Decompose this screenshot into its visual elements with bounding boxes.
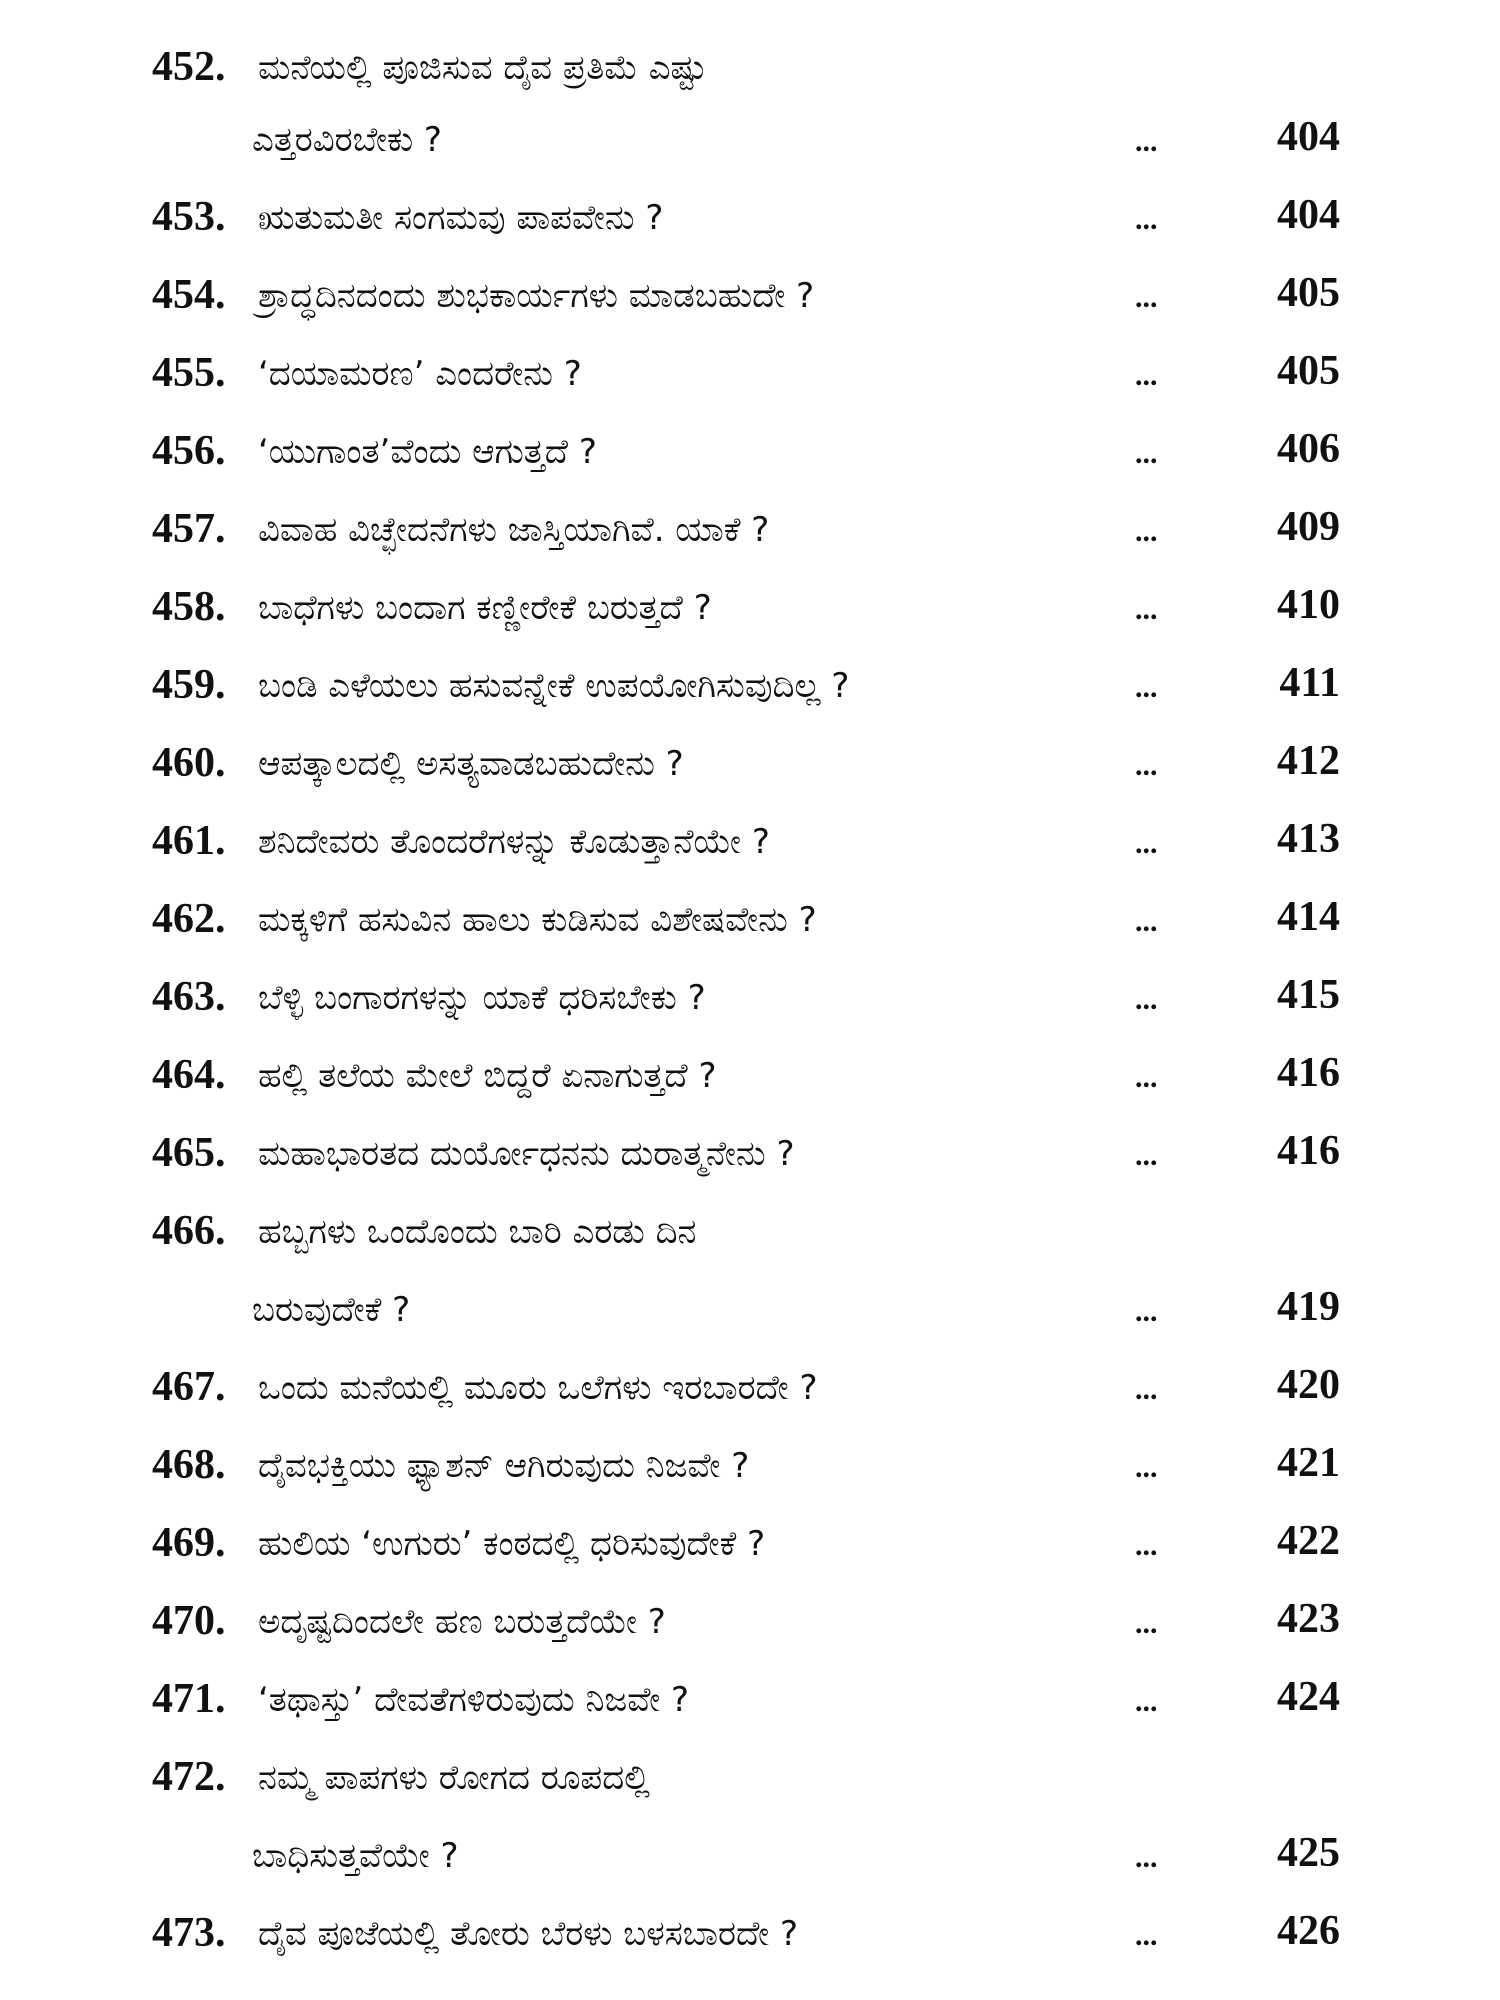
toc-entry — [0, 814, 1500, 870]
leader-dots: ... — [1135, 281, 1158, 314]
entry-number: 452. — [152, 44, 226, 90]
entry-title: ಆಪತ್ಕಾಲದಲ್ಲಿ ಅಸತ್ಯವಾಡಬಹುದೇನು ? — [258, 744, 684, 784]
entry-number: 462. — [152, 896, 226, 942]
entry-number: 453. — [152, 194, 226, 240]
entry-title: ಮಹಾಭಾರತದ ದುರ್ಯೋಧನನು ದುರಾತ್ಮನೇನು ? — [258, 1134, 795, 1174]
entry-number: 458. — [152, 584, 226, 630]
toc-entry — [0, 580, 1500, 636]
toc-entry — [0, 1204, 1500, 1260]
toc-entry — [0, 1594, 1500, 1650]
entry-title-continued: ಬಾಧಿಸುತ್ತವೆಯೇ ? — [252, 1836, 459, 1876]
entry-number: 471. — [152, 1676, 226, 1722]
toc-entry — [0, 1360, 1500, 1416]
page-number: 404 — [1277, 192, 1340, 238]
toc-entry — [0, 268, 1500, 324]
entry-title-continued: ಎತ್ತರವಿರಬೇಕು ? — [252, 120, 442, 160]
page-number: 409 — [1277, 504, 1340, 550]
entry-title: ಶ್ರಾದ್ಧದಿನದಂದು ಶುಭಕಾರ್ಯಗಳು ಮಾಡಬಹುದೇ ? — [258, 276, 815, 316]
page-number: 423 — [1277, 1596, 1340, 1642]
leader-dots: ... — [1135, 1139, 1158, 1172]
page-number: 420 — [1277, 1362, 1340, 1408]
entry-number: 472. — [152, 1754, 226, 1800]
entry-title: ಮನೆಯಲ್ಲಿ ಪೂಜಿಸುವ ದೈವ ಪ್ರತಿಮೆ ಎಷ್ಟು — [258, 48, 707, 88]
toc-entry — [0, 1516, 1500, 1572]
entry-title: ‘ದಯಾಮರಣ’ ಎಂದರೇನು ? — [258, 354, 582, 394]
entry-title: ಬೆಳ್ಳಿ ಬಂಗಾರಗಳನ್ನು ಯಾಕೆ ಧರಿಸಬೇಕು ? — [258, 978, 706, 1018]
leader-dots: ... — [1135, 1919, 1158, 1952]
page-number: 415 — [1277, 972, 1340, 1018]
toc-entry — [0, 1438, 1500, 1494]
page-number: 421 — [1277, 1440, 1340, 1486]
toc-entry — [0, 658, 1500, 714]
page-number: 411 — [1279, 660, 1340, 706]
page-number: 416 — [1277, 1128, 1340, 1174]
entry-number: 460. — [152, 740, 226, 786]
toc-entry — [0, 424, 1500, 480]
toc-entry-continuation — [0, 1828, 1500, 1884]
leader-dots: ... — [1135, 1061, 1158, 1094]
leader-dots: ... — [1135, 905, 1158, 938]
entry-number: 467. — [152, 1364, 226, 1410]
leader-dots: ... — [1135, 671, 1158, 704]
entry-number: 465. — [152, 1130, 226, 1176]
entry-title: ದೈವ ಪೂಜೆಯಲ್ಲಿ ತೋರು ಬೆರಳು ಬಳಸಬಾರದೇ ? — [258, 1914, 798, 1954]
toc-entry — [0, 1672, 1500, 1728]
entry-title-continued: ಬರುವುದೇಕೆ ? — [252, 1290, 411, 1330]
leader-dots: ... — [1135, 437, 1158, 470]
leader-dots: ... — [1135, 203, 1158, 236]
leader-dots: ... — [1135, 1451, 1158, 1484]
entry-title: ವಿವಾಹ ವಿಚ್ಛೇದನೆಗಳು ಜಾಸ್ತಿಯಾಗಿವೆ. ಯಾಕೆ ? — [258, 510, 770, 550]
entry-number: 454. — [152, 272, 226, 318]
leader-dots: ... — [1135, 593, 1158, 626]
entry-title: ಬಾಧೆಗಳು ಬಂದಾಗ ಕಣ್ಣೀರೇಕೆ ಬರುತ್ತದೆ ? — [258, 588, 712, 628]
leader-dots: ... — [1135, 1295, 1158, 1328]
leader-dots: ... — [1135, 749, 1158, 782]
page-number: 416 — [1277, 1050, 1340, 1096]
page-number: 406 — [1277, 426, 1340, 472]
entry-title: ನಮ್ಮ ಪಾಪಗಳು ರೋಗದ ರೂಪದಲ್ಲಿ — [258, 1758, 650, 1798]
entry-title: ದೈವಭಕ್ತಿಯು ಫ್ಯಾಶನ್ ಆಗಿರುವುದು ನಿಜವೇ ? — [258, 1446, 750, 1486]
page-number: 405 — [1277, 270, 1340, 316]
leader-dots: ... — [1135, 359, 1158, 392]
entry-number: 469. — [152, 1520, 226, 1566]
leader-dots: ... — [1135, 125, 1158, 158]
entry-number: 463. — [152, 974, 226, 1020]
entry-number: 468. — [152, 1442, 226, 1488]
toc-entry — [0, 346, 1500, 402]
toc-entry — [0, 736, 1500, 792]
entry-title: ‘ಯುಗಾಂತ’ವೆಂದು ಆಗುತ್ತದೆ ? — [258, 432, 597, 472]
leader-dots: ... — [1135, 1685, 1158, 1718]
page-number: 422 — [1277, 1518, 1340, 1564]
entry-number: 456. — [152, 428, 226, 474]
leader-dots: ... — [1135, 827, 1158, 860]
entry-number: 466. — [152, 1208, 226, 1254]
entry-title: ‘ತಥಾಸ್ತು’ ದೇವತೆಗಳಿರುವುದು ನಿಜವೇ ? — [258, 1680, 690, 1720]
entry-title: ಒಂದು ಮನೆಯಲ್ಲಿ ಮೂರು ಒಲೆಗಳು ಇರಬಾರದೇ ? — [258, 1368, 818, 1408]
leader-dots: ... — [1135, 515, 1158, 548]
toc-entry — [0, 40, 1500, 96]
page-number: 405 — [1277, 348, 1340, 394]
entry-title: ಋತುಮತೀ ಸಂಗಮವು ಪಾಪವೇನು ? — [258, 198, 664, 238]
toc-entry — [0, 502, 1500, 558]
page-number: 414 — [1277, 894, 1340, 940]
entry-number: 464. — [152, 1052, 226, 1098]
leader-dots: ... — [1135, 1373, 1158, 1406]
page-number: 419 — [1277, 1284, 1340, 1330]
toc-entry — [0, 1906, 1500, 1962]
page-number: 424 — [1277, 1674, 1340, 1720]
entry-title: ಶನಿದೇವರು ತೊಂದರೆಗಳನ್ನು ಕೊಡುತ್ತಾನೆಯೇ ? — [258, 822, 770, 862]
entry-title: ಮಕ್ಕಳಿಗೆ ಹಸುವಿನ ಹಾಲು ಕುಡಿಸುವ ವಿಶೇಷವೇನು ? — [258, 900, 817, 940]
toc-entry — [0, 1750, 1500, 1806]
entry-title: ಬಂಡಿ ಎಳೆಯಲು ಹಸುವನ್ನೇಕೆ ಉಪಯೋಗಿಸುವುದಿಲ್ಲ ? — [258, 666, 850, 706]
leader-dots: ... — [1135, 983, 1158, 1016]
toc-entry — [0, 190, 1500, 246]
leader-dots: ... — [1135, 1841, 1158, 1874]
toc-entry — [0, 892, 1500, 948]
entry-title: ಹಲ್ಲಿ ತಲೆಯ ಮೇಲೆ ಬಿದ್ದರೆ ಏನಾಗುತ್ತದೆ ? — [258, 1056, 717, 1096]
toc-entry-continuation — [0, 1282, 1500, 1338]
entry-title: ಹುಲಿಯ ‘ಉಗುರು’ ಕಂಠದಲ್ಲಿ ಧರಿಸುವುದೇಕೆ ? — [258, 1524, 766, 1564]
entry-number: 461. — [152, 818, 226, 864]
page-number: 425 — [1277, 1830, 1340, 1876]
entry-title: ಅದೃಷ್ಟದಿಂದಲೇ ಹಣ ಬರುತ್ತದೆಯೇ ? — [258, 1602, 666, 1642]
entry-number: 470. — [152, 1598, 226, 1644]
leader-dots: ... — [1135, 1607, 1158, 1640]
page-number: 412 — [1277, 738, 1340, 784]
entry-number: 455. — [152, 350, 226, 396]
entry-number: 459. — [152, 662, 226, 708]
toc-entry — [0, 970, 1500, 1026]
page-number: 410 — [1277, 582, 1340, 628]
toc-entry-continuation — [0, 112, 1500, 168]
toc-entry — [0, 1126, 1500, 1182]
entry-number: 457. — [152, 506, 226, 552]
toc-entry — [0, 1048, 1500, 1104]
page-number: 426 — [1277, 1908, 1340, 1954]
entry-title: ಹಬ್ಬಗಳು ಒಂದೊಂದು ಬಾರಿ ಎರಡು ದಿನ — [258, 1212, 697, 1252]
entry-number: 473. — [152, 1910, 226, 1956]
page-number: 404 — [1277, 114, 1340, 160]
leader-dots: ... — [1135, 1529, 1158, 1562]
page-number: 413 — [1277, 816, 1340, 862]
